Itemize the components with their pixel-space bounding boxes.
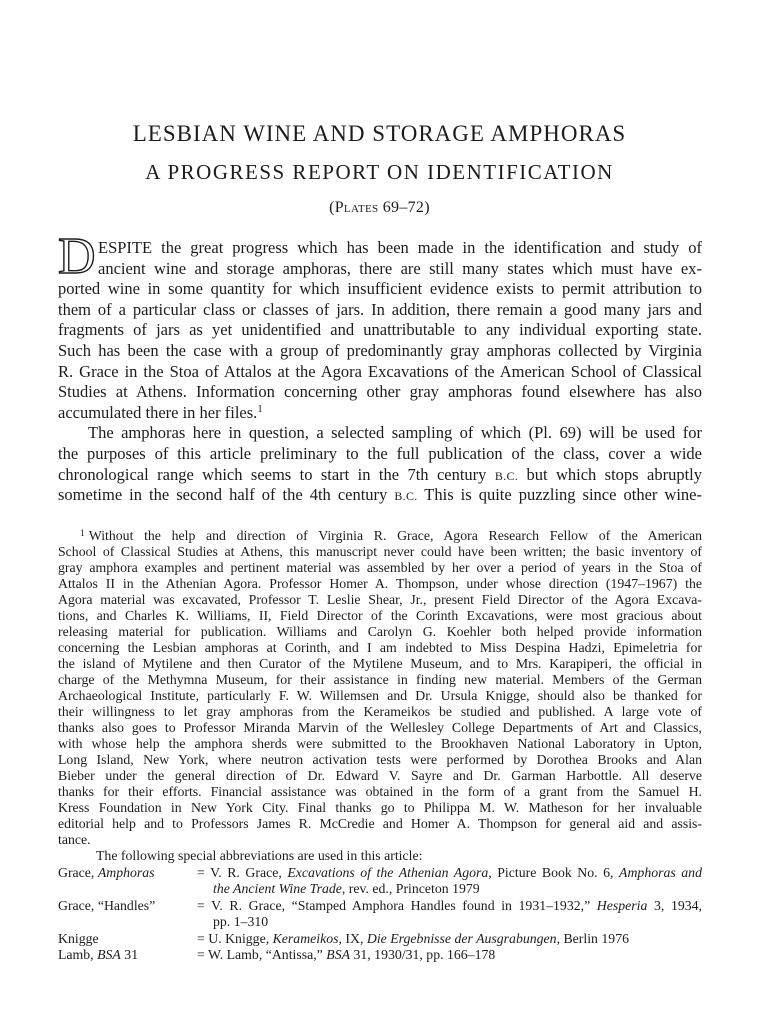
footnote-reference: 1 xyxy=(257,402,263,415)
abbreviation-definition-line: pp. 1–310 xyxy=(213,914,269,930)
footnote-line: School of Classical Studies at Athens, this manuscript never could have been written; the basic inventory of xyxy=(58,543,702,559)
abbreviation-entry xyxy=(58,931,702,948)
abbreviation-definition xyxy=(197,865,702,898)
abbreviation-entry xyxy=(58,947,702,964)
body-line xyxy=(58,485,702,506)
definition-text: , rev. ed., Princeton 1979 xyxy=(341,881,480,897)
abbreviation-entry xyxy=(58,865,702,898)
footnote-line: the island of Mytilene and then Curator of the Mytilene Museum, and to Mrs. Karapiperi, the official in xyxy=(58,655,702,671)
article-title: LESBIAN WINE AND STORAGE AMPHORAS xyxy=(132,120,627,146)
era-abbreviation: B.C. xyxy=(394,485,418,505)
footnote-line: their willingness to let gray amphoras from the Kerameikos be studied and published. A large vote of xyxy=(58,704,702,720)
abbreviation-definition-line xyxy=(197,881,702,898)
definition-italic: Amphoras and xyxy=(619,864,702,880)
definition-italic: Kerameikos xyxy=(272,930,339,946)
abbreviation-definition xyxy=(197,898,702,931)
body-line xyxy=(58,465,702,486)
definition-italic: Hesperia xyxy=(596,897,648,913)
abbreviation-label: Knigge xyxy=(58,930,99,946)
definition-italic: the Ancient Wine Trade xyxy=(213,881,342,897)
era-abbreviation: B.C. xyxy=(494,464,519,484)
article-subtitle: A PROGRESS REPORT ON IDENTIFICATION xyxy=(145,159,614,184)
footnote-line: editorial help and to Professors James R. McCredie and Homer A. Thompson for general aid and assis- xyxy=(58,816,702,832)
definition-text: = W. Lamb, “Antissa,” xyxy=(197,947,327,963)
footnote-line xyxy=(58,528,702,544)
abbreviation-definition xyxy=(197,931,702,948)
footnote-line: releasing material for publication. Williams and Carolyn G. Koehler both helped provide information xyxy=(58,623,702,639)
body-text xyxy=(58,228,702,506)
body-line: Such has been the case with a group of predominantly gray amphoras collected by Virginia xyxy=(58,340,702,360)
abbreviation-label xyxy=(58,865,155,882)
footnote-line: concerning the Lesbian amphoras at Corinth, and I am indebted to Miss Despina Hadzi, Epimeletria for xyxy=(58,639,702,655)
footnote-line: tance. xyxy=(58,832,91,848)
footnote-line: tions, and Charles K. Williams, II, Field Director of the Corinth Excavations, were most gracious about xyxy=(58,607,702,623)
body-line-text: This is quite puzzling since other wine- xyxy=(417,485,702,505)
definition-text: 31, 1930/31, pp. 166–178 xyxy=(350,947,496,963)
abbreviation-definition-line xyxy=(197,865,702,882)
definition-italic: Excavations of the Athenian Agora xyxy=(287,864,489,880)
footnote-marker: 1 xyxy=(80,528,85,539)
body-line: R. Grace in the Stoa of Attalos at the Agora Excavations of the American School of Classical xyxy=(58,361,702,381)
definition-text: = V. R. Grace, “Stamped Amphora Handles found in 1931–1932,” xyxy=(197,897,597,913)
body-line-text: sometime in the second half of the 4th century xyxy=(58,485,395,505)
body-line-text: but which stops abruptly xyxy=(518,464,702,484)
abbreviation-entry xyxy=(58,898,702,931)
footnote-line: thanks for their efforts. Financial assistance was obtained in the form of a grant from the Samuel H. xyxy=(58,784,702,800)
footnote xyxy=(58,528,702,849)
abbreviation-label-text: Lamb, xyxy=(58,947,98,963)
body-line: ancient wine and storage amphoras, there are still many states which must have ex- xyxy=(98,258,702,278)
definition-text: 3, 1934, xyxy=(647,897,702,913)
body-line-text: accumulated there in her files. xyxy=(58,402,258,422)
footnote-line: with whose help the amphora sherds were submitted to the Brookhaven National Laboratory in Upton, xyxy=(58,736,702,752)
footnote-line: Attalos II in the Athenian Agora. Professor Homer A. Thompson, under whose direction (1947–1967) the xyxy=(58,575,702,591)
body-line-text: chronological range which seems to start in the 7th century xyxy=(58,464,495,484)
footnote-line: Archaeological Institute, particularly F. W. Willemsen and Dr. Ursula Knigge, should also be thanked for xyxy=(58,687,702,703)
definition-text: , Berlin 1976 xyxy=(556,930,629,946)
plates-reference: (Plates 69–72) xyxy=(329,199,430,216)
footnote-line: gray amphora examples and pertinent material was assembled by her over a period of years in the Stoa of xyxy=(58,559,702,575)
abbreviations-list xyxy=(58,848,702,964)
abbreviation-label-italic: BSA xyxy=(97,947,121,963)
abbreviation-definition-line xyxy=(197,931,702,948)
footnote-line: Kress Foundation in New York City. Final thanks go to Philippa M. W. Matheson for her invaluable xyxy=(58,800,702,816)
abbreviation-definition-line xyxy=(197,898,702,915)
body-line: fragments of jars as yet unidentified and unattributable to any individual exporting state. xyxy=(58,320,702,340)
definition-italic: BSA xyxy=(326,947,351,963)
footnote-line: thanks also goes to Professor Miranda Marvin of the Wellesley College Departments of Art and Classics, xyxy=(58,720,702,736)
definition-text: , Picture Book No. 6, xyxy=(488,864,620,880)
body-line: them of a particular class or classes of jars. In addition, there remain a good many jars and xyxy=(58,299,702,319)
footnote-line: Long Island, New York, where neutron activation tests were performed by Dorothea Brooks and Alan xyxy=(58,752,702,768)
footnote-line: charge of the Methymna Museum, for their assistance in finding new material. Members of the German xyxy=(58,671,702,687)
abbreviations-intro: The following special abbreviations are used in this article: xyxy=(96,848,423,864)
abbreviation-definition-line xyxy=(197,947,702,964)
footnote-line-text: Without the help and direction of Virginia R. Grace, Agora Research Fellow of the American xyxy=(88,527,702,543)
abbreviation-label: Grace, “Handles” xyxy=(58,897,156,913)
body-line: The amphoras here in question, a selected sampling of which (Pl. 69) will be used for xyxy=(88,423,702,443)
body-line xyxy=(58,403,702,424)
drop-cap: D xyxy=(58,228,96,285)
definition-text: , IX, xyxy=(338,930,367,946)
footnote-line: Agora material was excavated, Professor T. Leslie Shear, Jr., present Field Director of the Agora Excava- xyxy=(58,591,702,607)
definition-italic: Die Ergebnisse der Ausgrabungen xyxy=(366,930,557,946)
abbreviation-definition xyxy=(197,947,702,964)
abbreviation-label xyxy=(58,947,138,964)
footnote-line: Bieber under the general direction of Dr. Edward V. Sayre and Dr. Garman Harbottle. All deserve xyxy=(58,768,702,784)
definition-text: = U. Knigge, xyxy=(197,930,273,946)
abbreviation-label-italic: Amphoras xyxy=(97,864,155,880)
body-line: ported wine in some quantity for which insufficient evidence exists to permit attribution to xyxy=(58,279,702,299)
abbreviation-label-text: Grace, xyxy=(58,864,98,880)
body-line: Studies at Athens. Information concerning other gray amphoras found elsewhere has also xyxy=(58,382,702,402)
body-line: ESPITE the great progress which has been made in the identification and study of xyxy=(98,238,702,257)
definition-text: = V. R. Grace, xyxy=(197,864,288,880)
abbreviation-label-text: 31 xyxy=(120,947,139,963)
body-line: the purposes of this article preliminary to the full publication of the class, cover a wide xyxy=(58,443,702,463)
